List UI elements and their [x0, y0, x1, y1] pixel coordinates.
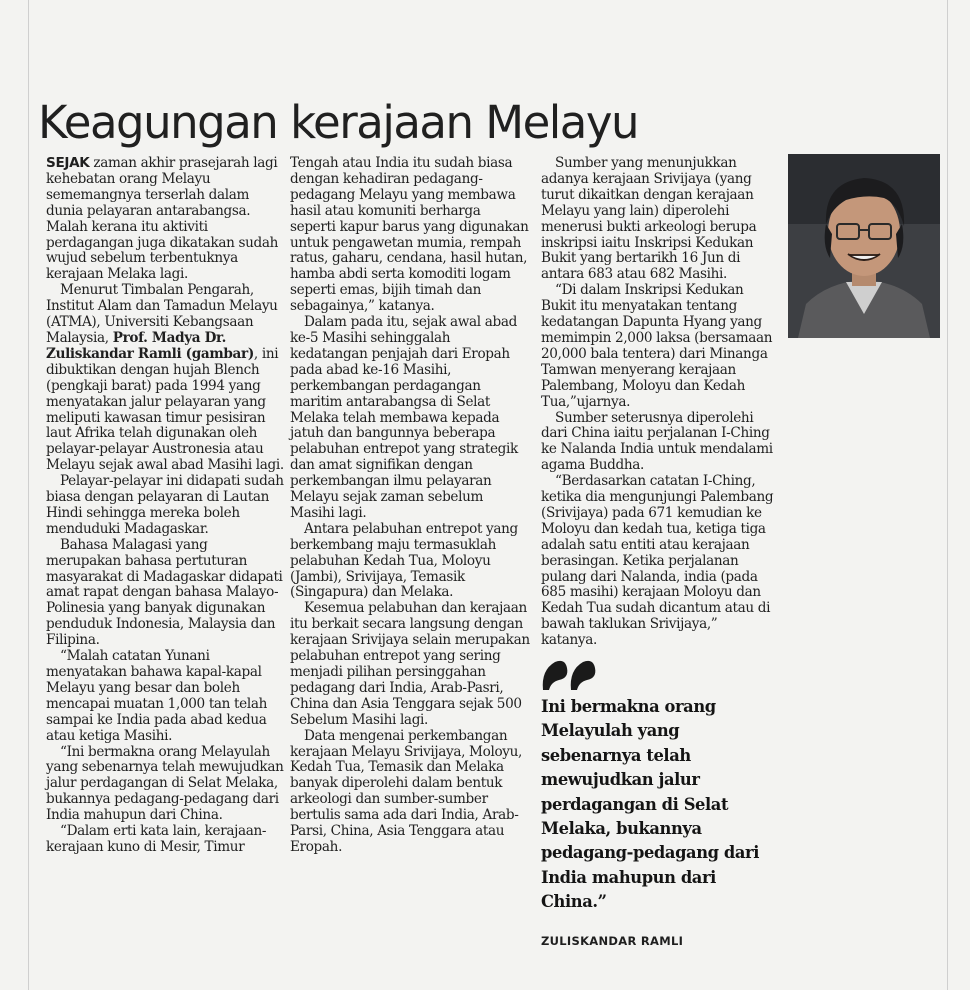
paragraph: Dalam pada itu, sejak awal abad ke-5 Masihi sehinggalah kedatangan penjajah dari Eropah pada abad ke-16 Masihi, perkembangan perdagangan maritim antarabangsa di Selat Melaka telah membawa kepada jatuh dan bangunnya beberapa pelabuhan entrepot yang strategik dan amat signifikan dengan perkembangan ilmu pelayaran Melayu sejak zaman sebelum Masihi lagi. [290, 314, 518, 521]
paragraph: “Malah catatan Yunani menyatakan bahawa kapal-kapal Melayu yang besar dan boleh mencapai muatan 1,000 tan telah sampai ke India pada abad kedua atau ketiga Masihi. [46, 648, 268, 744]
byline: ZULISKANDAR RAMLI [541, 934, 684, 948]
article-column-3 [541, 156, 777, 649]
paragraph: Pelayar-pelayar ini didapati sudah biasa dengan pelayaran di Lautan Hindi sehingga mereka boleh menduduki Madagaskar. [46, 473, 284, 537]
article-column-2 [290, 156, 530, 856]
paragraph: SEJAK zaman akhir prasejarah lagi kehebatan orang Melayu sememangnya terserlah dalam dunia pelayaran antarabangsa. Malah kerana itu aktiviti perdagangan juga dikatakan sudah wujud sebelum terbentuknya kerajaan Melaka lagi. [46, 155, 279, 283]
pull-quote: Ini bermakna orang Melayulah yang sebenarnya telah mewujudkan jalur perdagangan di Selat Melaka, bukannya pedagang-pedagang dari India mahupun dari China.” [541, 697, 759, 912]
paragraph: Menurut Timbalan Pengarah, Institut Alam dan Tamadun Melayu (ATMA), Universiti Kebangsaan Malaysia, Prof. Madya Dr. Zuliskandar Ramli (gambar), ini dibuktikan dengan hujah Blench (pengkaji barat) pada 1994 yang menyatakan jalur pelayaran yang meliputi kawasan timur pesisiran laut Afrika telah digunakan oleh pelayar-pelayar Austronesia atau Melayu sejak awal abad Masihi lagi. [46, 282, 284, 474]
article-column-1 [46, 156, 284, 856]
quote-mark-icon [541, 658, 597, 692]
paragraph: “Dalam erti kata lain, kerajaan-kerajaan kuno di Mesir, Timur [46, 823, 267, 855]
paragraph: Kesemua pelabuhan dan kerajaan itu berkait secara langsung dengan kerajaan Srivijaya selain merupakan pelabuhan entrepot yang sering menjadi pilihan persinggahan pedagang dari India, Arab-Pasri, China dan Asia Tenggara sejak 500 Sebelum Masihi lagi. [290, 600, 530, 728]
paragraph: “Di dalam Inskripsi Kedukan Bukit itu menyatakan tentang kedatangan Dapunta Hyang yang memimpin 2,000 laksa (bersamaan 20,000 bala tentera) dari Minanga Tamwan menyerang kerajaan Palembang, Moloyu dan Kedah Tua,”ujarnya. [541, 282, 773, 410]
paragraph: Data mengenai perkembangan kerajaan Melayu Srivijaya, Moloyu, Kedah Tua, Temasik dan Melaka banyak diperolehi dalam bentuk arkeologi dan sumber-sumber bertulis sama ada dari India, Arab-Parsi, China, Asia Tenggara atau Eropah. [290, 727, 522, 855]
headline: Keagungan kerajaan Melayu [38, 96, 639, 149]
paragraph: Sumber seterusnya diperolehi dari China iaitu perjalanan I-Ching ke Nalanda India untuk mendalami agama Buddha. [541, 409, 773, 474]
paragraph: Tengah atau India itu sudah biasa dengan kehadiran pedagang-pedagang Melayu yang membawa hasil atau komuniti berharga seperti kapur barus yang digunakan untuk pengawetan mumia, rempah ratus, gaharu, cendana, hasil hutan, hamba abdi serta komoditi logam seperti emas, bijih timah dan sebagainya,” katanya. [290, 155, 529, 315]
portrait-illustration [788, 154, 940, 338]
page-border-right [947, 0, 948, 990]
paragraph: “Ini bermakna orang Melayulah yang sebenarnya telah mewujudkan jalur perdagangan di Selat Melaka, bukannya pedagang-pedagang dari India mahupun dari China. [46, 743, 284, 824]
paragraph: Bahasa Malagasi yang merupakan bahasa pertuturan masyarakat di Madagaskar didapati amat rapat dengan bahasa Malayo-Polinesia yang banyak digunakan penduduk Indonesia, Malaysia dan Filipina. [46, 536, 283, 649]
portrait-photo [788, 154, 940, 338]
paragraph: Sumber yang menunjukkan adanya kerajaan Srivijaya (yang turut dikaitkan dengan kerajaan Melayu yang lain) diperolehi menerusi bukti arkeologi berupa inskripsi iaitu Inskripsi Kedukan Bukit yang bertarikh 16 Jun di antara 683 atau 682 Masihi. [541, 155, 757, 283]
page-border-left [28, 0, 29, 990]
lead-word: SEJAK [46, 155, 90, 171]
paragraph: “Berdasarkan catatan I-Ching, ketika dia mengunjungi Palembang (Srivijaya) pada 671 kemudian ke Moloyu dan kedah tua, ketiga tiga adalah satu entiti atau kerajaan berasingan. Ketika perjalanan pulang dari Nalanda, india (pada 685 masihi) kerajaan Moloyu dan Kedah Tua sudah dicantum atau di bawah taklukan Srivijaya,” katanya. [541, 473, 774, 649]
paragraph: Antara pelabuhan entrepot yang berkembang maju termasuklah pelabuhan Kedah Tua, Moloyu (Jambi), Srivijaya, Temasik (Singapura) dan Melaka. [290, 520, 518, 601]
expert-name: Prof. Madya Dr. Zuliskandar Ramli (gambar) [46, 329, 254, 362]
